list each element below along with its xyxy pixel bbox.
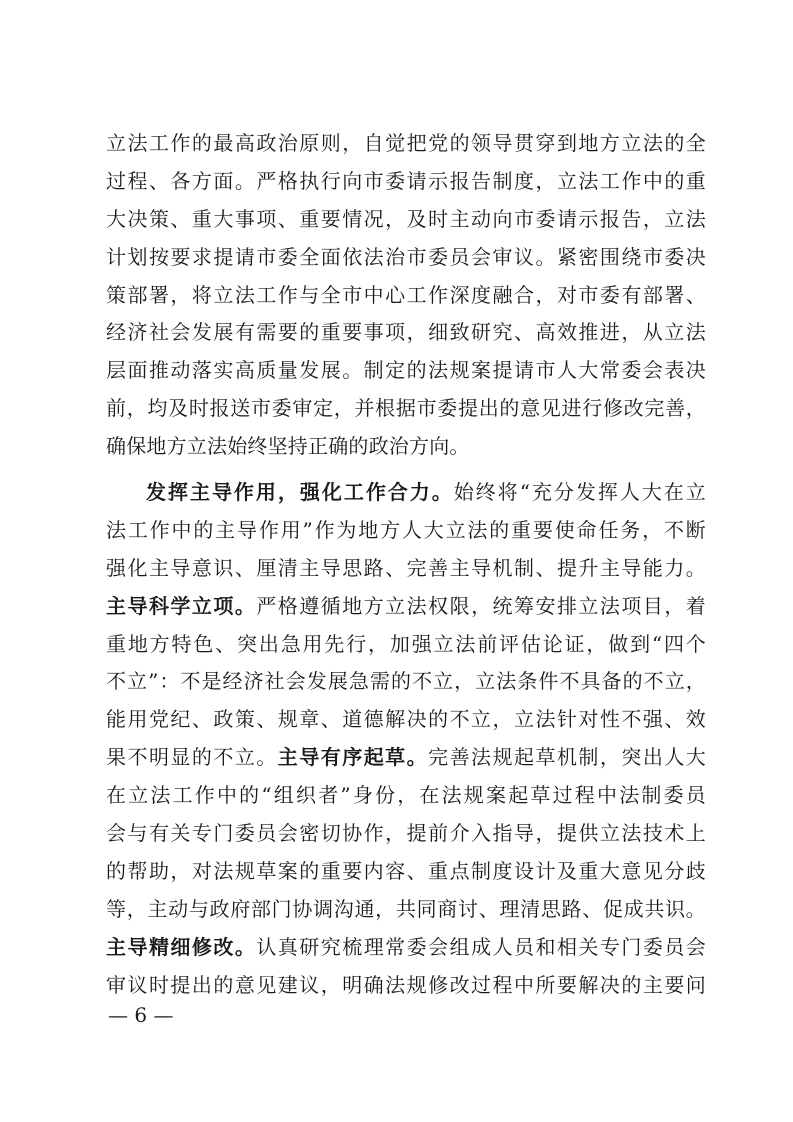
- text-line: 的帮助，对法规草案的重要内容、重点制度设计及重大意见分歧: [106, 858, 706, 883]
- paragraph-2: [106, 474, 706, 1004]
- paragraph-1: [106, 125, 706, 466]
- text-line: [106, 929, 706, 967]
- section-heading: 发挥主导作用，强化工作合力。: [146, 480, 454, 505]
- text-line: [106, 588, 706, 626]
- text-line: 策部署，将立法工作与全市中心工作深度融合，对市委有部署、: [106, 282, 706, 307]
- text-line: 重地方特色、突出急用先行，加强立法前评估论证，做到“四个: [106, 631, 706, 656]
- text-line: 能用党纪、政策、规章、道德解决的不立，立法针对性不强、效: [106, 707, 706, 732]
- text-line: 过程、各方面。严格执行向市委请示报告制度，立法工作中的重: [106, 168, 706, 193]
- text-line: 确保地方立法始终坚持正确的政治方向。: [106, 434, 470, 459]
- text-line: 前，均及时报送市委审定，并根据市委提出的意见进行修改完善，: [106, 396, 706, 421]
- text-line: 会与有关专门委员会密切协作，提前介入指导，提供立法技术上: [106, 821, 706, 846]
- text-line: 法工作中的主导作用”作为地方人大立法的重要使命任务，不断: [106, 517, 706, 542]
- text-line: 强化主导意识、厘清主导思路、完善主导机制、提升主导能力。: [106, 555, 706, 580]
- text-line: 大决策、重大事项、重要情况，及时主动向市委请示报告，立法: [106, 206, 706, 231]
- line-text: 认真研究梳理常委会组成人员和相关专门委员会: [256, 934, 706, 959]
- body-text: [106, 125, 706, 1004]
- text-line: 经济社会发展有需要的重要事项，细致研究、高效推进，从立法: [106, 320, 706, 345]
- text-line: 等，主动与政府部门协调沟通，共同商讨、理清思路、促成共识。: [106, 896, 706, 921]
- subsection-heading: 主导精细修改。: [106, 934, 257, 959]
- subsection-heading: 主导有序起草。: [277, 745, 429, 770]
- text-line: 计划按要求提请市委全面依法治市委员会审议。紧密围绕市委决: [106, 244, 706, 269]
- page-number: — 6 —: [108, 1003, 174, 1027]
- line-text: 始终将“充分发挥人大在立: [453, 480, 706, 505]
- text-line: 层面推动落实高质量发展。制定的法规案提请市人大常委会表决: [106, 358, 706, 383]
- text-line: 审议时提出的意见建议，明确法规修改过程中所要解决的主要问: [106, 972, 706, 997]
- line-text: 完善法规起草机制，突出人大: [428, 745, 706, 770]
- text-line: 立法工作的最高政治原则，自觉把党的领导贯穿到地方立法的全: [106, 131, 706, 155]
- text-line: [106, 739, 706, 777]
- text-line: 在立法工作中的“组织者”身份，在法规案起草过程中法制委员: [106, 783, 706, 808]
- text-line: 不立”：不是经济社会发展急需的不立，立法条件不具备的不立，: [106, 669, 706, 694]
- line-text: 严格遵循地方立法权限，统筹安排立法项目，着: [256, 593, 706, 618]
- text-line: [106, 474, 706, 512]
- line-text: 果不明显的不立。: [106, 745, 278, 770]
- subsection-heading: 主导科学立项。: [106, 593, 257, 618]
